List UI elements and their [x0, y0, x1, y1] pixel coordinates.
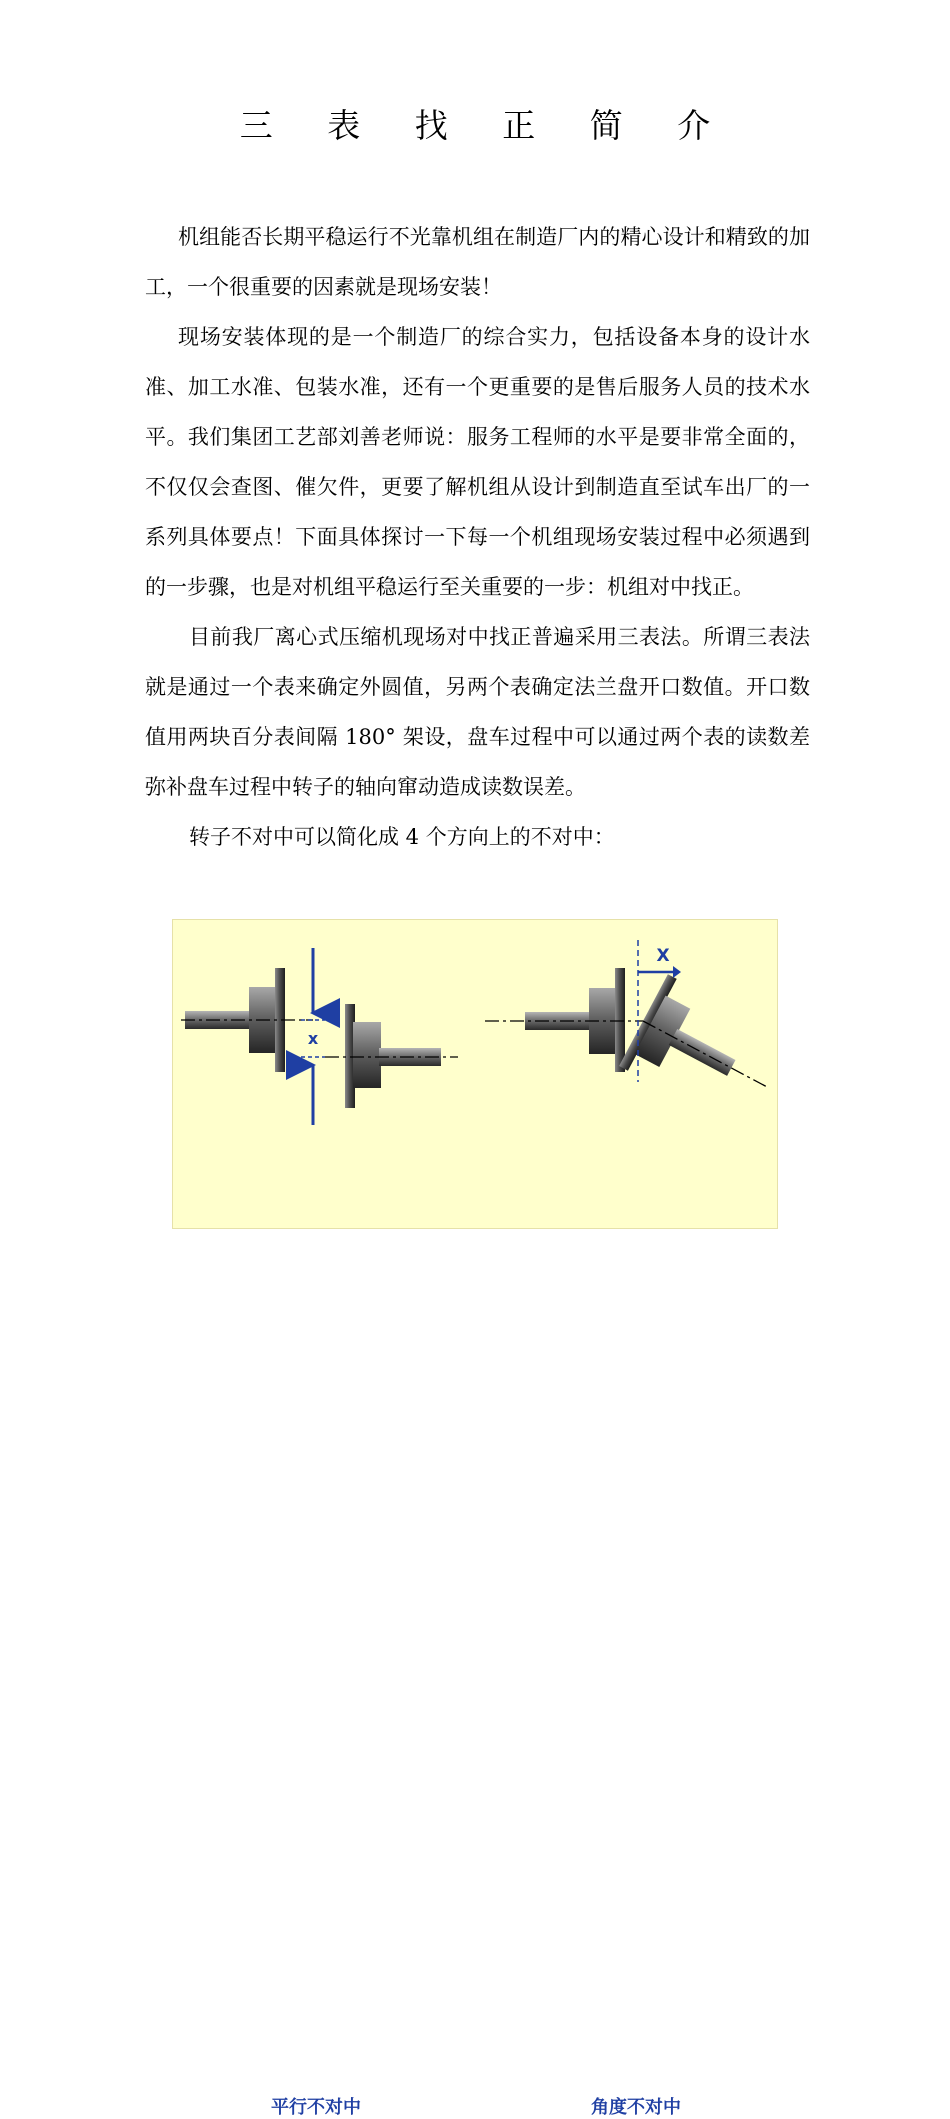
angular-misalignment-caption: 角度不对中	[591, 2097, 681, 2118]
left-dim-label: x	[307, 1029, 319, 1048]
misalignment-diagram	[173, 920, 779, 1230]
paragraph-1: 机组能否长期平稳运行不光靠机组在制造厂内的精心设计和精致的加工，一个很重要的因素就是现场安装！	[145, 225, 810, 299]
paragraph-4: 转子不对中可以简化成 4 个方向上的不对中：	[189, 825, 615, 849]
angular-left-shaft	[485, 968, 643, 1072]
body-text	[145, 212, 810, 862]
angular-right-shaft	[619, 974, 779, 1132]
right-dim-label: X	[656, 946, 670, 966]
parallel-offset-dimension	[301, 948, 325, 1125]
paragraph-2: 现场安装体现的是一个制造厂的综合实力，包括设备本身的设计水准、加工水准、包装水准，还有一个更重要的是售后服务人员的技术水平。我们集团工艺部刘善老师说：服务工程师的水平是要非常全面的，不仅仅会查图、催欠件，更要了解机组从设计到制造直至试车出厂的一系列具体要点！下面具体探讨一下每一个机组现场安装过程中必须遇到的一步骤，也是对机组平稳运行至关重要的一步：机组对中找正。	[145, 325, 810, 599]
parallel-misalignment-caption: 平行不对中	[271, 2097, 361, 2118]
right-shaft-assembly	[325, 1004, 458, 1108]
misalignment-figure	[172, 919, 778, 2118]
page-title: 三 表 找 正 简 介	[239, 106, 733, 145]
left-shaft-assembly	[181, 968, 313, 1072]
paragraph-3: 目前我厂离心式压缩机现场对中找正普遍采用三表法。所谓三表法就是通过一个表来确定外圆值，另两个表确定法兰盘开口数值。开口数值用两块百分表间隔 180° 架设，盘车过程中可以通过两个表的读数差弥补盘车过程中转子的轴向窜动造成读数误差。	[145, 625, 810, 799]
